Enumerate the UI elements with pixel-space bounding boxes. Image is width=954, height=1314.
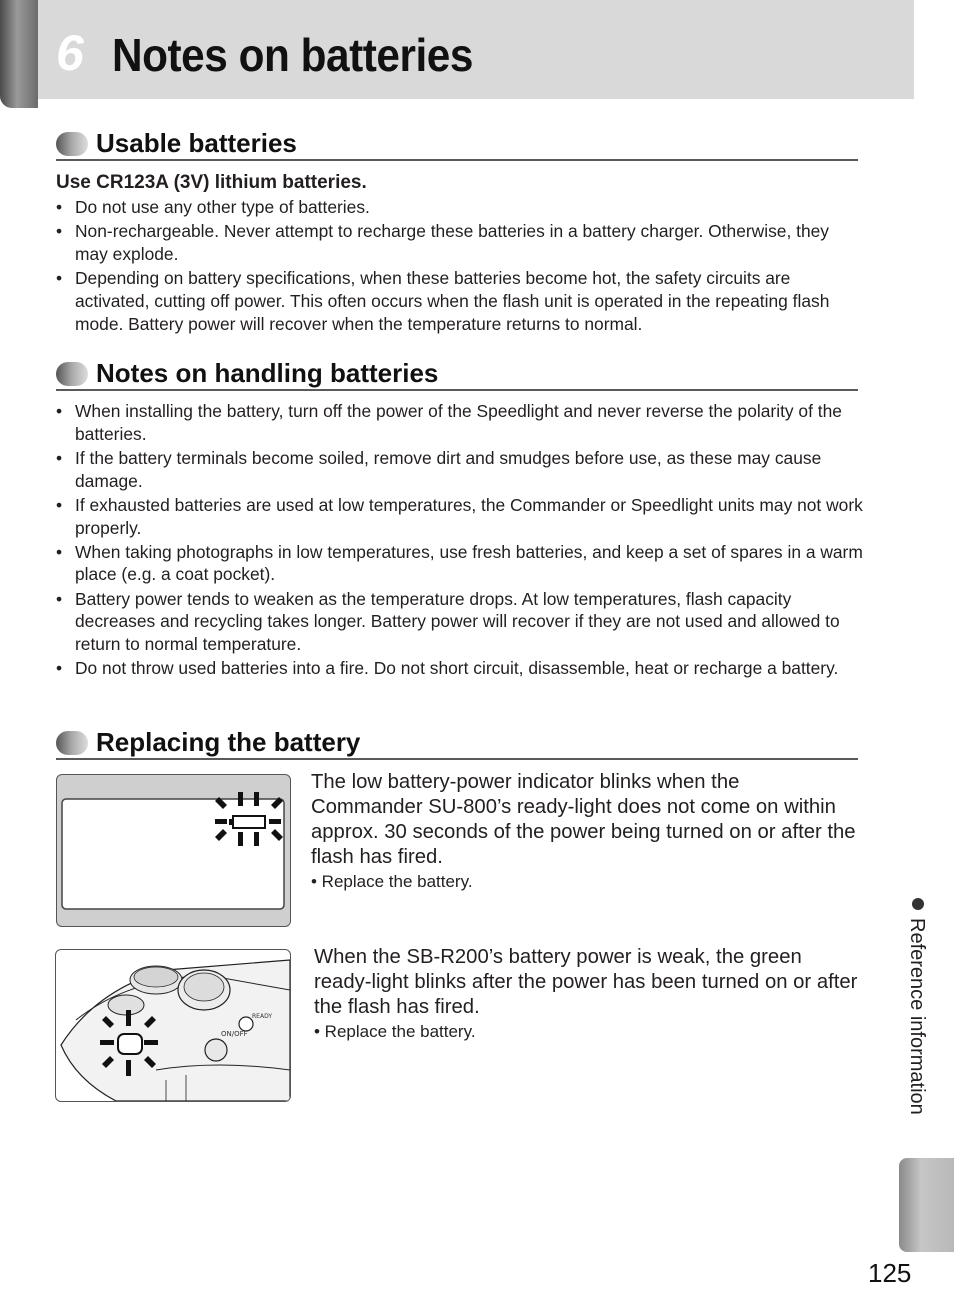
su800-description: The low battery-power indicator blinks when the Commander SU-800’s ready-light does not come on within approx. 30 seconds of the power being turned on or after the flash has fired. bbox=[311, 771, 856, 868]
list-item: • When installing the battery, turn off the power of the Speedlight and never reverse the polarity of the batteries. bbox=[56, 400, 864, 446]
list-item: • Do not throw used batteries into a fire. Do not short circuit, disassemble, heat or recharge a battery. bbox=[56, 657, 864, 680]
sbr200-illustration bbox=[55, 949, 291, 1102]
sidebar-section-label: Reference information bbox=[906, 918, 928, 1115]
handling-bullet-list bbox=[56, 400, 864, 681]
section-heading-usable bbox=[56, 129, 858, 161]
list-item: • Non-rechargeable. Never attempt to recharge these batteries in a battery charger. Otherwise, they may explode. bbox=[56, 220, 864, 266]
usable-subheading: Use CR123A (3V) lithium batteries. bbox=[56, 172, 367, 193]
sbr200-graphic bbox=[56, 950, 290, 1101]
usable-bullet-list bbox=[56, 196, 864, 337]
list-item: • If exhausted batteries are used at low temperatures, the Commander or Speedlight units may not work properly. bbox=[56, 494, 864, 540]
sbr200-note: • Replace the battery. bbox=[314, 1022, 476, 1041]
section-heading-replacing bbox=[56, 728, 858, 760]
heading-marker-icon bbox=[56, 362, 88, 386]
section-title: Notes on handling batteries bbox=[96, 358, 439, 388]
sidebar-bullet-icon bbox=[912, 898, 924, 910]
list-item: • If the battery terminals become soiled, remove dirt and smudges before use, as these may cause damage. bbox=[56, 447, 864, 493]
ready-label: READY bbox=[252, 1013, 273, 1020]
list-item: • Do not use any other type of batteries. bbox=[56, 196, 864, 219]
section-title: Replacing the battery bbox=[96, 727, 361, 757]
list-item: • Battery power tends to weaken as the temperature drops. At low temperatures, flash capacity decreases and recycling takes longer. Battery power will recover if they are not used and allowed to return to normal temperature. bbox=[56, 588, 864, 656]
list-item: • Depending on battery specifications, when these batteries become hot, the safety circuits are activated, cutting off power. This often occurs when the flash unit is operated in the repeating flash mode. Battery power will recover when the temperature returns to normal. bbox=[56, 267, 864, 335]
chapter-tab bbox=[0, 0, 38, 108]
sbr200-description: When the SB-R200’s battery power is weak, the green ready-light blinks after the power has been turned on or after the flash has fired. bbox=[314, 946, 858, 1018]
page-number: 125 bbox=[868, 1258, 912, 1288]
section-title: Usable batteries bbox=[96, 128, 297, 158]
heading-marker-icon bbox=[56, 132, 88, 156]
page-title: Notes on batteries bbox=[112, 29, 473, 81]
heading-marker-icon bbox=[56, 731, 88, 755]
section-heading-handling bbox=[56, 359, 858, 391]
su800-note: • Replace the battery. bbox=[311, 872, 473, 891]
chapter-number: 6 bbox=[56, 25, 84, 81]
su800-lcd-illustration bbox=[56, 774, 291, 927]
list-item: • When taking photographs in low temperatures, use fresh batteries, and keep a set of spares in a warm place (e.g. a coat pocket). bbox=[56, 541, 864, 587]
sidebar-tab bbox=[899, 1158, 954, 1252]
lcd-panel-graphic bbox=[57, 775, 290, 926]
onoff-label: ON/OFF bbox=[221, 1030, 248, 1038]
